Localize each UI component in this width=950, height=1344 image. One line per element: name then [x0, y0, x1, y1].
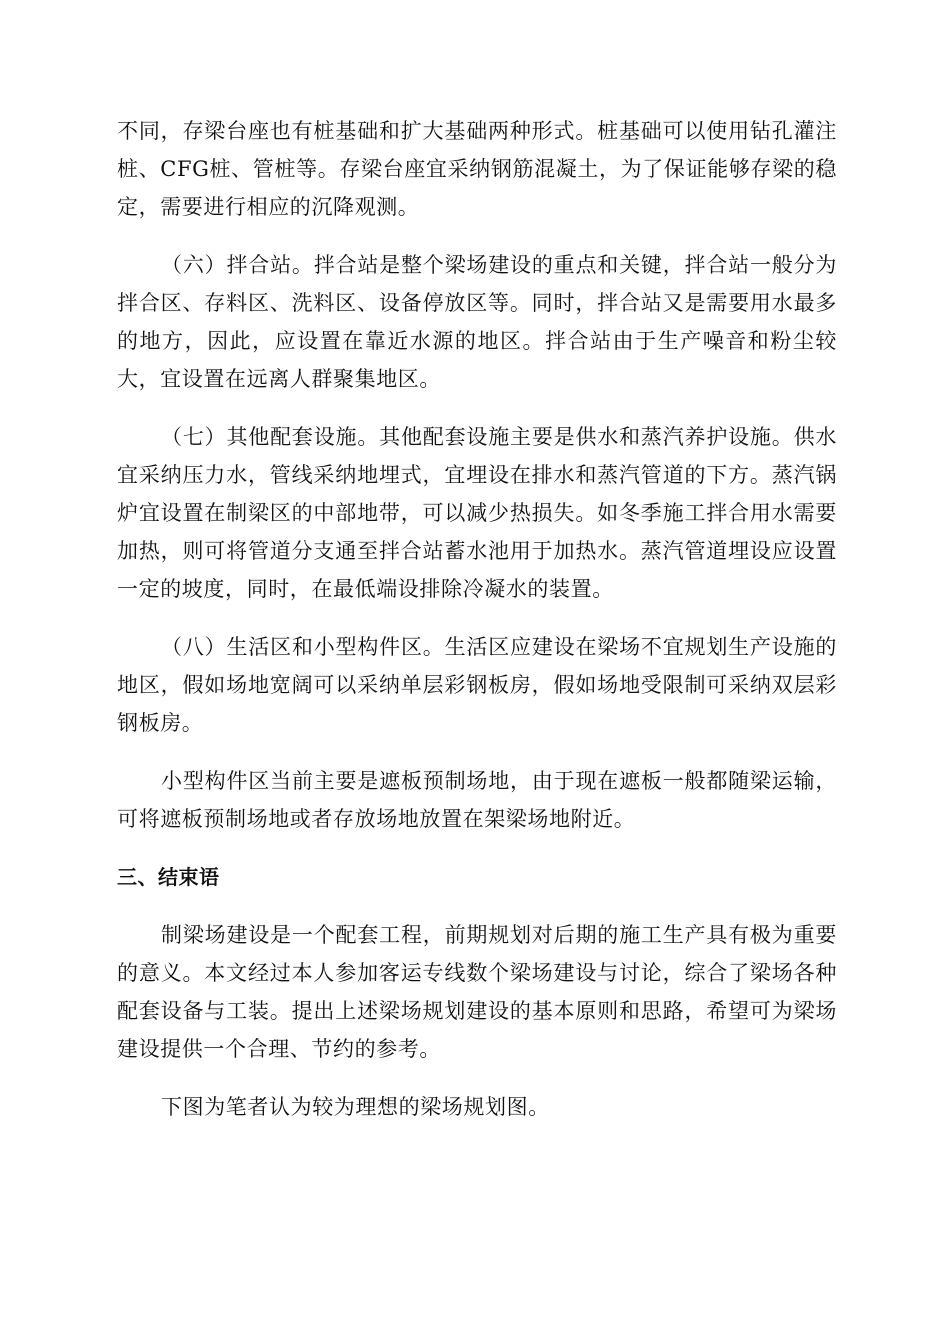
document-body — [117, 112, 837, 1146]
paragraph-figure-intro: 下图为笔者认为较为理想的梁场规划图。 — [161, 1095, 550, 1119]
paragraph-small-components: 小型构件区当前主要是遮板预制场地，由于现在遮板一般都随梁运输，可将遮板预制场地或者存放场地放置在架梁场地附近。 — [117, 769, 837, 831]
section-heading-conclusion: 三、结束语 — [117, 865, 220, 889]
paragraph-other-facilities: （七）其他配套设施。其他配套设施主要是供水和蒸汽养护设施。供水宜采纳压力水，管线采纳地埋式，宜埋设在排水和蒸汽管道的下方。蒸汽锅炉宜设置在制梁区的中部地带，可以减少热损失。如冬季施工拌合用水需要加热，则可将管道分支通至拌合站蓄水池用于加热水。蒸汽管道埋设应设置一定的坡度，同时，在最低端设排除冷凝水的装置。 — [117, 425, 837, 601]
paragraph-living-area: （八）生活区和小型构件区。生活区应建设在梁场不宜规划生产设施的地区，假如场地宽阔可以采纳单层彩钢板房，假如场地受限制可采纳双层彩钢板房。 — [117, 635, 837, 735]
paragraph-conclusion: 制梁场建设是一个配套工程，前期规划对后期的施工生产具有极为重要的意义。本文经过本人参加客运专线数个梁场建设与讨论，综合了梁场各种配套设备与工装。提出上述梁场规划建设的基本原则和思路，希望可为梁场建设提供一个合理、节约的参考。 — [117, 923, 837, 1061]
paragraph-storage-pedestal: 不同，存梁台座也有桩基础和扩大基础两种形式。桩基础可以使用钻孔灌注桩、CFG桩、管桩等。存梁台座宜采纳钢筋混凝土，为了保证能够存梁的稳定，需要进行相应的沉降观测。 — [117, 119, 837, 219]
paragraph-mixing-station: （六）拌合站。拌合站是整个梁场建设的重点和关键，拌合站一般分为拌合区、存料区、洗料区、设备停放区等。同时，拌合站又是需要用水最多的地方，因此，应设置在靠近水源的地区。拌合站由于生产噪音和粉尘较大，宜设置在远离人群聚集地区。 — [117, 253, 837, 391]
